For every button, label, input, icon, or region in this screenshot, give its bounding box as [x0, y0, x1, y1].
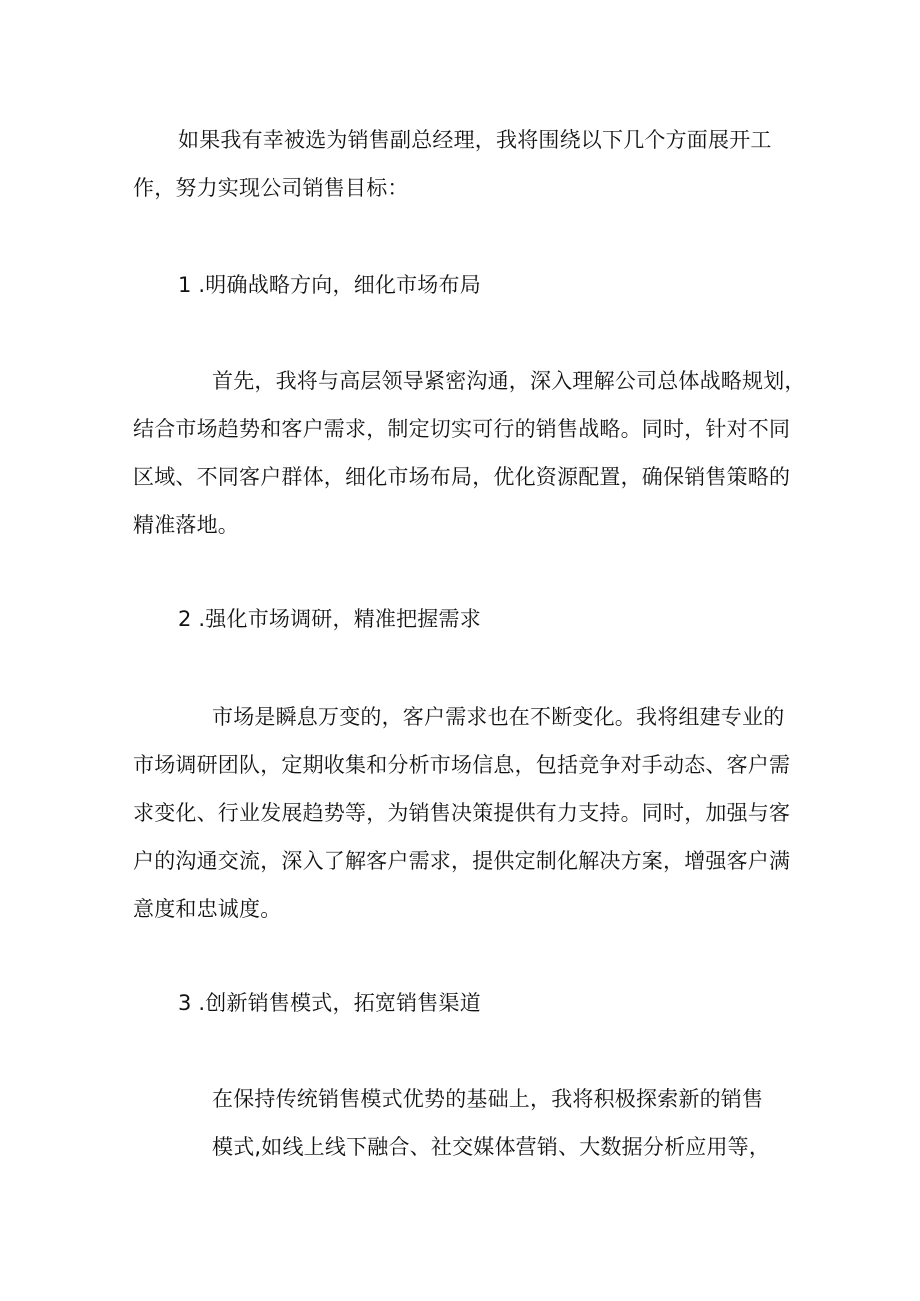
intro-line-1: 如果我有幸被选为销售副总经理，我将围绕以下几个方面展开工 — [178, 128, 772, 152]
section-1-line-3: 区域、不同客户群体，细化市场布局，优化资源配置，确保销售策略的 — [133, 465, 791, 489]
section-2-heading: 2 .强化市场调研，精准把握需求 — [178, 607, 481, 631]
section-1-line-4: 精准落地。 — [133, 513, 239, 537]
section-2-line-5: 意度和忠诚度。 — [133, 897, 282, 921]
section-2-line-1: 市场是瞬息万变的，客户需求也在不断变化。我将组建专业的 — [212, 705, 785, 729]
intro-line-2: 作，努力实现公司销售目标： — [133, 176, 409, 200]
section-1-heading: 1 .明确战略方向，细化市场布局 — [178, 273, 481, 297]
section-3-heading: 3 .创新销售模式，拓宽销售渠道 — [178, 991, 481, 1015]
section-2-line-3: 求变化、行业发展趋势等，为销售决策提供有力支持。同时，加强与客 — [133, 801, 791, 825]
section-3-line-2: 模式,如线上线下融合、社交媒体营销、大数据分析应用等， — [212, 1135, 771, 1159]
section-2-line-2: 市场调研团队，定期收集和分析市场信息，包括竞争对手动态、客户需 — [133, 753, 791, 777]
section-2-line-4: 户的沟通交流，深入了解客户需求，提供定制化解决方案，增强客户满 — [133, 849, 791, 873]
section-1-line-1: 首先，我将与高层领导紧密沟通，深入理解公司总体战略规划， — [212, 369, 806, 393]
section-3-line-1: 在保持传统销售模式优势的基础上，我将积极探索新的销售 — [212, 1087, 764, 1111]
section-1-line-2: 结合市场趋势和客户需求，制定切实可行的销售战略。同时，针对不同 — [133, 417, 791, 441]
